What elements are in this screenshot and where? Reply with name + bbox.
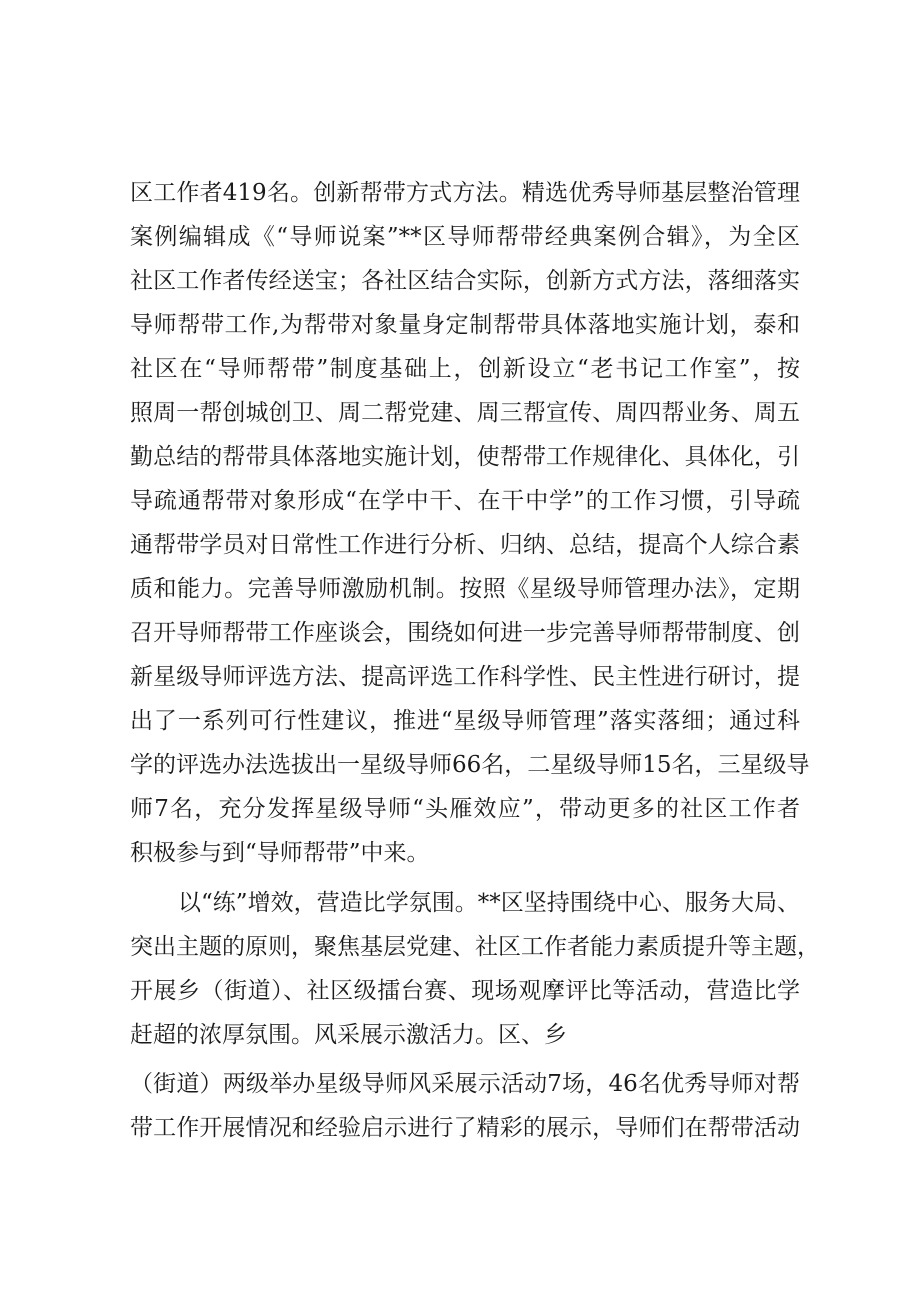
- paragraph-1-line-4: 导师帮带工作,为帮带对象量身定制帮带具体落地实施计划，泰和: [130, 312, 800, 338]
- paragraph-1-line-16: 积极参与到“导师帮带”中来。: [130, 840, 430, 866]
- paragraph-2-line-1: 以“练”增效，营造比学氛围。**区坚持围绕中心、服务大局、: [178, 890, 800, 916]
- paragraph-1-line-11: 召开导师帮带工作座谈会，围绕如何进一步完善导师帮带制度、创: [130, 620, 800, 646]
- paragraph-1-line-9: 通帮带学员对日常性工作进行分析、归纳、总结，提高个人综合素: [130, 532, 800, 558]
- paragraph-2-line-2: 突出主题的原则，聚焦基层党建、社区工作者能力素质提升等主题，: [130, 934, 820, 960]
- paragraph-1-line-10: 质和能力。完善导师激励机制。按照《星级导师管理办法》，定期: [130, 576, 800, 602]
- paragraph-1-line-6: 照周一帮创城创卫、周二帮党建、周三帮宣传、周四帮业务、周五: [130, 400, 800, 426]
- paragraph-2-line-4: 赶超的浓厚氛围。风采展示激活力。区、乡: [130, 1022, 567, 1048]
- paragraph-2-line-3: 开展乡（街道）、社区级擂台赛、现场观摩评比等活动，营造比学: [130, 978, 800, 1004]
- paragraph-1-line-8: 导疏通帮带对象形成“在学中干、在干中学”的工作习惯，引导疏: [130, 488, 800, 514]
- paragraph-1-line-14: 学的评选办法选拔出一星级导师66名，二星级导师15名，三星级导: [130, 752, 810, 778]
- paragraph-1-line-5: 社区在“导师帮带”制度基础上，创新设立“老书记工作室”，按: [130, 356, 800, 382]
- paragraph-1-line-2: 案例编辑成《“导师说案”**区导师帮带经典案例合辑》，为全区: [130, 224, 800, 250]
- paragraph-1-line-3: 社区工作者传经送宝；各社区结合实际，创新方式方法，落细落实: [130, 268, 800, 294]
- paragraph-1-line-15: 师7名，充分发挥星级导师“头雁效应”，带动更多的社区工作者: [130, 796, 800, 822]
- paragraph-3-line-1: （街道）两级举办星级导师风采展示活动7场，46名优秀导师对帮: [130, 1071, 800, 1097]
- paragraph-1-line-12: 新星级导师评选方法、提高评选工作科学性、民主性进行研讨，提: [130, 664, 800, 690]
- paragraph-1-line-1: 区工作者419名。创新帮带方式方法。精选优秀导师基层整治管理: [130, 180, 800, 206]
- paragraph-3-line-2: 带工作开展情况和经验启示进行了精彩的展示，导师们在帮带活动: [130, 1115, 800, 1141]
- paragraph-1-line-7: 勤总结的帮带具体落地实施计划，使帮带工作规律化、具体化，引: [130, 444, 800, 470]
- paragraph-1-line-13: 出了一系列可行性建议，推进“星级导师管理”落实落细；通过科: [130, 708, 800, 734]
